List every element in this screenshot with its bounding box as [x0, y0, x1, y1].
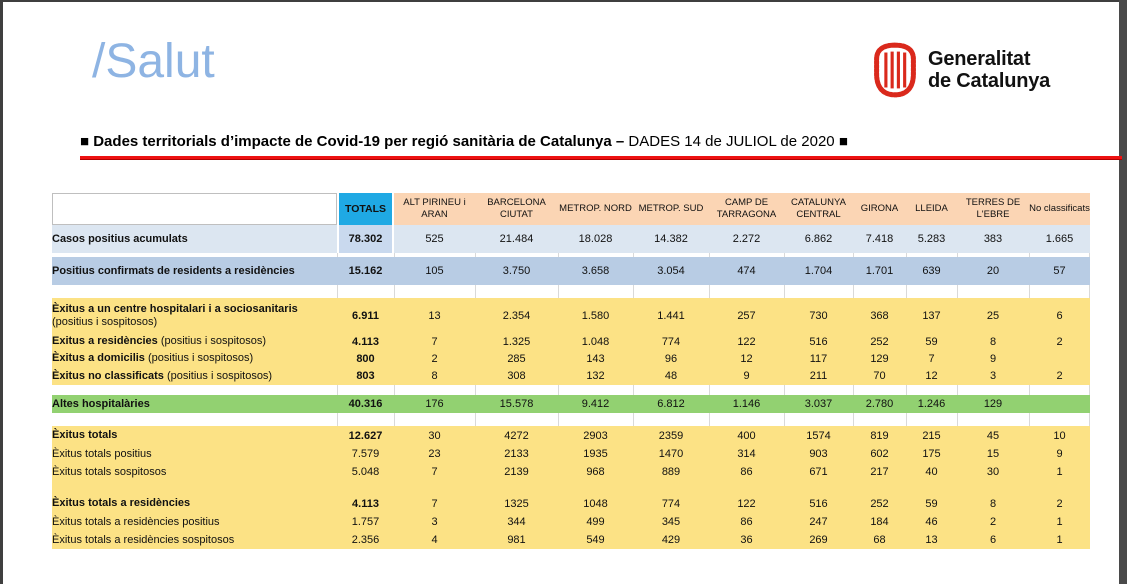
- value-cell: 1: [1029, 463, 1090, 481]
- totals-value-cell: 7.579: [337, 445, 394, 463]
- column-header: TERRES DE L'EBRE: [957, 193, 1029, 225]
- spacer-cell: [52, 285, 337, 298]
- value-cell: 2: [1029, 367, 1090, 385]
- spacer-cell: [558, 413, 633, 426]
- column-header: METROP. SUD: [633, 193, 709, 225]
- value-cell: 3.750: [475, 257, 558, 285]
- column-header: TOTALS: [337, 193, 394, 225]
- value-cell: 5.283: [906, 225, 957, 253]
- value-cell: 211: [784, 367, 853, 385]
- value-cell: [709, 481, 784, 494]
- spacer-cell: [709, 385, 784, 395]
- row-label: Positius confirmats de residents a residències: [52, 257, 337, 285]
- page-title: [80, 133, 1122, 150]
- value-cell: 59: [906, 494, 957, 513]
- value-cell: 344: [475, 513, 558, 531]
- spacer-row: [52, 285, 1090, 298]
- value-cell: 516: [784, 333, 853, 350]
- window-edge-left: [0, 0, 3, 584]
- totals-value-cell: 4.113: [337, 494, 394, 513]
- spacer-cell: [906, 385, 957, 395]
- table-row: [52, 350, 1090, 367]
- row-label: Èxitus no classificats (positius i sospitosos): [52, 367, 337, 385]
- value-cell: 2: [394, 350, 475, 367]
- value-cell: 285: [475, 350, 558, 367]
- spacer-cell: [709, 285, 784, 298]
- spacer-cell: [957, 285, 1029, 298]
- value-cell: 2133: [475, 445, 558, 463]
- spacer-cell: [957, 413, 1029, 426]
- value-cell: 549: [558, 531, 633, 549]
- spacer-cell: [558, 285, 633, 298]
- value-cell: 1935: [558, 445, 633, 463]
- column-header: LLEIDA: [906, 193, 957, 225]
- spacer-cell: [784, 385, 853, 395]
- value-cell: 3.658: [558, 257, 633, 285]
- spacer-cell: [633, 413, 709, 426]
- spacer-cell: [337, 385, 394, 395]
- value-cell: [633, 481, 709, 494]
- spacer-cell: [957, 385, 1029, 395]
- spacer-cell: [853, 385, 906, 395]
- row-label: Exitus a residències (positius i sospitosos): [52, 333, 337, 350]
- spacer-row: [52, 413, 1090, 426]
- value-cell: 525: [394, 225, 475, 253]
- value-cell: 9.412: [558, 395, 633, 413]
- value-cell: 176: [394, 395, 475, 413]
- spacer-cell: [1029, 285, 1090, 298]
- totals-value-cell: 803: [337, 367, 394, 385]
- spacer-cell: [337, 413, 394, 426]
- value-cell: 217: [853, 463, 906, 481]
- row-label: Èxitus totals positius: [52, 445, 337, 463]
- value-cell: 1.325: [475, 333, 558, 350]
- value-cell: 46: [906, 513, 957, 531]
- title-underline: [80, 156, 1122, 159]
- value-cell: 1.701: [853, 257, 906, 285]
- value-cell: 3: [957, 367, 1029, 385]
- value-cell: 368: [853, 298, 906, 333]
- value-cell: 122: [709, 333, 784, 350]
- column-header: ALT PIRINEU i ARAN: [394, 193, 475, 225]
- spacer-cell: [394, 385, 475, 395]
- row-label: [52, 481, 337, 494]
- value-cell: 1.665: [1029, 225, 1090, 253]
- totals-value-cell: 15.162: [337, 257, 394, 285]
- totals-value-cell: 6.911: [337, 298, 394, 333]
- value-cell: 13: [394, 298, 475, 333]
- value-cell: 6.862: [784, 225, 853, 253]
- value-cell: 345: [633, 513, 709, 531]
- value-cell: 117: [784, 350, 853, 367]
- value-cell: 25: [957, 298, 1029, 333]
- spacer-cell: [337, 285, 394, 298]
- value-cell: 20: [957, 257, 1029, 285]
- value-cell: 40: [906, 463, 957, 481]
- totals-value-cell: [337, 481, 394, 494]
- value-cell: 8: [394, 367, 475, 385]
- value-cell: 2903: [558, 426, 633, 445]
- value-cell: 122: [709, 494, 784, 513]
- value-cell: [853, 481, 906, 494]
- row-label: Èxitus totals a residències sospitosos: [52, 531, 337, 549]
- value-cell: 15: [957, 445, 1029, 463]
- spacer-cell: [394, 285, 475, 298]
- value-cell: [1029, 395, 1090, 413]
- value-cell: 8: [957, 494, 1029, 513]
- row-label: Èxitus totals: [52, 426, 337, 445]
- column-header: CATALUNYA CENTRAL: [784, 193, 853, 225]
- value-cell: [784, 481, 853, 494]
- value-cell: 48: [633, 367, 709, 385]
- generalitat-wordmark: Generalitat de Catalunya: [928, 47, 1051, 92]
- senyera-shield-icon: [872, 42, 918, 98]
- value-cell: 2139: [475, 463, 558, 481]
- spacer-cell: [52, 385, 337, 395]
- value-cell: 252: [853, 333, 906, 350]
- spacer-cell: [906, 285, 957, 298]
- value-cell: 889: [633, 463, 709, 481]
- value-cell: 819: [853, 426, 906, 445]
- value-cell: 429: [633, 531, 709, 549]
- value-cell: 7: [394, 494, 475, 513]
- totals-value-cell: 2.356: [337, 531, 394, 549]
- spacer-cell: [633, 285, 709, 298]
- value-cell: 981: [475, 531, 558, 549]
- value-cell: 2: [957, 513, 1029, 531]
- generalitat-logo: [872, 42, 1050, 98]
- value-cell: 23: [394, 445, 475, 463]
- value-cell: 1.580: [558, 298, 633, 333]
- value-cell: 257: [709, 298, 784, 333]
- value-cell: 14.382: [633, 225, 709, 253]
- value-cell: 474: [709, 257, 784, 285]
- value-cell: 1.441: [633, 298, 709, 333]
- value-cell: 400: [709, 426, 784, 445]
- value-cell: 314: [709, 445, 784, 463]
- value-cell: 2: [1029, 333, 1090, 350]
- value-cell: 137: [906, 298, 957, 333]
- window-edge-top: [0, 0, 1127, 2]
- value-cell: 9: [957, 350, 1029, 367]
- column-header: METROP. NORD: [558, 193, 633, 225]
- table-row: [52, 333, 1090, 350]
- row-label: Altes hospitalàries: [52, 395, 337, 413]
- row-label: Èxitus totals a residències positius: [52, 513, 337, 531]
- value-cell: 184: [853, 513, 906, 531]
- value-cell: 36: [709, 531, 784, 549]
- column-header: No classificats: [1029, 193, 1090, 225]
- value-cell: 86: [709, 513, 784, 531]
- value-cell: 903: [784, 445, 853, 463]
- value-cell: 132: [558, 367, 633, 385]
- table-row: [52, 513, 1090, 531]
- spacer-cell: [784, 285, 853, 298]
- table-row: [52, 257, 1090, 285]
- page-title-main: ■ Dades territorials d’impacte de Covid-19 per regió sanitària de Catalunya –: [80, 133, 625, 150]
- value-cell: [1029, 350, 1090, 367]
- totals-value-cell: 4.113: [337, 333, 394, 350]
- spacer-cell: [853, 413, 906, 426]
- value-cell: 774: [633, 333, 709, 350]
- value-cell: 7: [394, 333, 475, 350]
- totals-value-cell: 1.757: [337, 513, 394, 531]
- row-label: Èxitus totals sospitosos: [52, 463, 337, 481]
- value-cell: [394, 481, 475, 494]
- value-cell: 1.048: [558, 333, 633, 350]
- value-cell: 3.054: [633, 257, 709, 285]
- table-row: [52, 298, 1090, 333]
- column-header: BARCELONA CIUTAT: [475, 193, 558, 225]
- value-cell: 730: [784, 298, 853, 333]
- value-cell: [558, 481, 633, 494]
- value-cell: [1029, 481, 1090, 494]
- value-cell: 8: [957, 333, 1029, 350]
- value-cell: 129: [957, 395, 1029, 413]
- value-cell: 129: [853, 350, 906, 367]
- totals-value-cell: 5.048: [337, 463, 394, 481]
- totals-value-cell: 800: [337, 350, 394, 367]
- value-cell: 3: [394, 513, 475, 531]
- value-cell: 2359: [633, 426, 709, 445]
- spacer-cell: [475, 413, 558, 426]
- row-label: Casos positius acumulats: [52, 225, 337, 253]
- value-cell: 2.780: [853, 395, 906, 413]
- value-cell: 6: [1029, 298, 1090, 333]
- table-row: [52, 395, 1090, 413]
- value-cell: 7.418: [853, 225, 906, 253]
- value-cell: 143: [558, 350, 633, 367]
- value-cell: 2: [1029, 494, 1090, 513]
- value-cell: 57: [1029, 257, 1090, 285]
- value-cell: 1325: [475, 494, 558, 513]
- value-cell: 247: [784, 513, 853, 531]
- salut-logo: /Salut: [92, 35, 215, 88]
- totals-value-cell: 78.302: [337, 225, 394, 253]
- value-cell: 86: [709, 463, 784, 481]
- spacer-cell: [784, 413, 853, 426]
- table-row: [52, 494, 1090, 513]
- spacer-cell: [475, 385, 558, 395]
- value-cell: 18.028: [558, 225, 633, 253]
- totals-value-cell: 12.627: [337, 426, 394, 445]
- value-cell: 1: [1029, 531, 1090, 549]
- value-cell: 13: [906, 531, 957, 549]
- value-cell: 175: [906, 445, 957, 463]
- covid-regions-table: [52, 193, 1090, 549]
- value-cell: [475, 481, 558, 494]
- spacer-cell: [475, 285, 558, 298]
- value-cell: 4: [394, 531, 475, 549]
- value-cell: 6: [957, 531, 1029, 549]
- value-cell: 12: [709, 350, 784, 367]
- value-cell: 269: [784, 531, 853, 549]
- value-cell: 12: [906, 367, 957, 385]
- table-row: [52, 225, 1090, 253]
- value-cell: 774: [633, 494, 709, 513]
- table-row: [52, 531, 1090, 549]
- table-row: [52, 367, 1090, 385]
- value-cell: 2.354: [475, 298, 558, 333]
- value-cell: 1048: [558, 494, 633, 513]
- value-cell: 105: [394, 257, 475, 285]
- value-cell: 30: [394, 426, 475, 445]
- value-cell: 9: [1029, 445, 1090, 463]
- value-cell: 1.146: [709, 395, 784, 413]
- value-cell: 499: [558, 513, 633, 531]
- value-cell: 308: [475, 367, 558, 385]
- value-cell: 516: [784, 494, 853, 513]
- spacer-cell: [394, 413, 475, 426]
- value-cell: 7: [906, 350, 957, 367]
- corner-header-cell: [52, 193, 337, 225]
- value-cell: 21.484: [475, 225, 558, 253]
- value-cell: 252: [853, 494, 906, 513]
- table-row: [52, 426, 1090, 445]
- value-cell: 59: [906, 333, 957, 350]
- column-header: CAMP DE TARRAGONA: [709, 193, 784, 225]
- value-cell: 639: [906, 257, 957, 285]
- spacer-cell: [558, 385, 633, 395]
- value-cell: 1: [1029, 513, 1090, 531]
- spacer-cell: [906, 413, 957, 426]
- value-cell: 15.578: [475, 395, 558, 413]
- totals-value-cell: 40.316: [337, 395, 394, 413]
- value-cell: 1.246: [906, 395, 957, 413]
- value-cell: 3.037: [784, 395, 853, 413]
- spacer-cell: [1029, 413, 1090, 426]
- value-cell: 7: [394, 463, 475, 481]
- value-cell: 602: [853, 445, 906, 463]
- value-cell: 10: [1029, 426, 1090, 445]
- value-cell: 45: [957, 426, 1029, 445]
- value-cell: 215: [906, 426, 957, 445]
- value-cell: [906, 481, 957, 494]
- table-header-row: [52, 193, 1090, 225]
- table-row: [52, 463, 1090, 481]
- spacer-row: [52, 385, 1090, 395]
- table-row: [52, 481, 1090, 494]
- table-row: [52, 445, 1090, 463]
- value-cell: 96: [633, 350, 709, 367]
- row-label: Èxitus a un centre hospitalari i a sociosanitaris (positius i sospitosos): [52, 298, 337, 333]
- value-cell: 68: [853, 531, 906, 549]
- row-label: Èxitus a domicilis (positius i sospitosos): [52, 350, 337, 367]
- spacer-cell: [853, 285, 906, 298]
- spacer-cell: [52, 413, 337, 426]
- value-cell: 6.812: [633, 395, 709, 413]
- value-cell: 1574: [784, 426, 853, 445]
- value-cell: 1470: [633, 445, 709, 463]
- value-cell: 70: [853, 367, 906, 385]
- spacer-cell: [633, 385, 709, 395]
- row-label: Èxitus totals a residències: [52, 494, 337, 513]
- window-edge-right: [1119, 0, 1127, 584]
- spacer-cell: [1029, 385, 1090, 395]
- value-cell: 1.704: [784, 257, 853, 285]
- value-cell: 4272: [475, 426, 558, 445]
- value-cell: [957, 481, 1029, 494]
- value-cell: 9: [709, 367, 784, 385]
- value-cell: 968: [558, 463, 633, 481]
- page-title-date: DADES 14 de JULIOL de 2020 ■: [624, 133, 848, 150]
- value-cell: 30: [957, 463, 1029, 481]
- spacer-cell: [709, 413, 784, 426]
- value-cell: 671: [784, 463, 853, 481]
- column-header: GIRONA: [853, 193, 906, 225]
- value-cell: 383: [957, 225, 1029, 253]
- value-cell: 2.272: [709, 225, 784, 253]
